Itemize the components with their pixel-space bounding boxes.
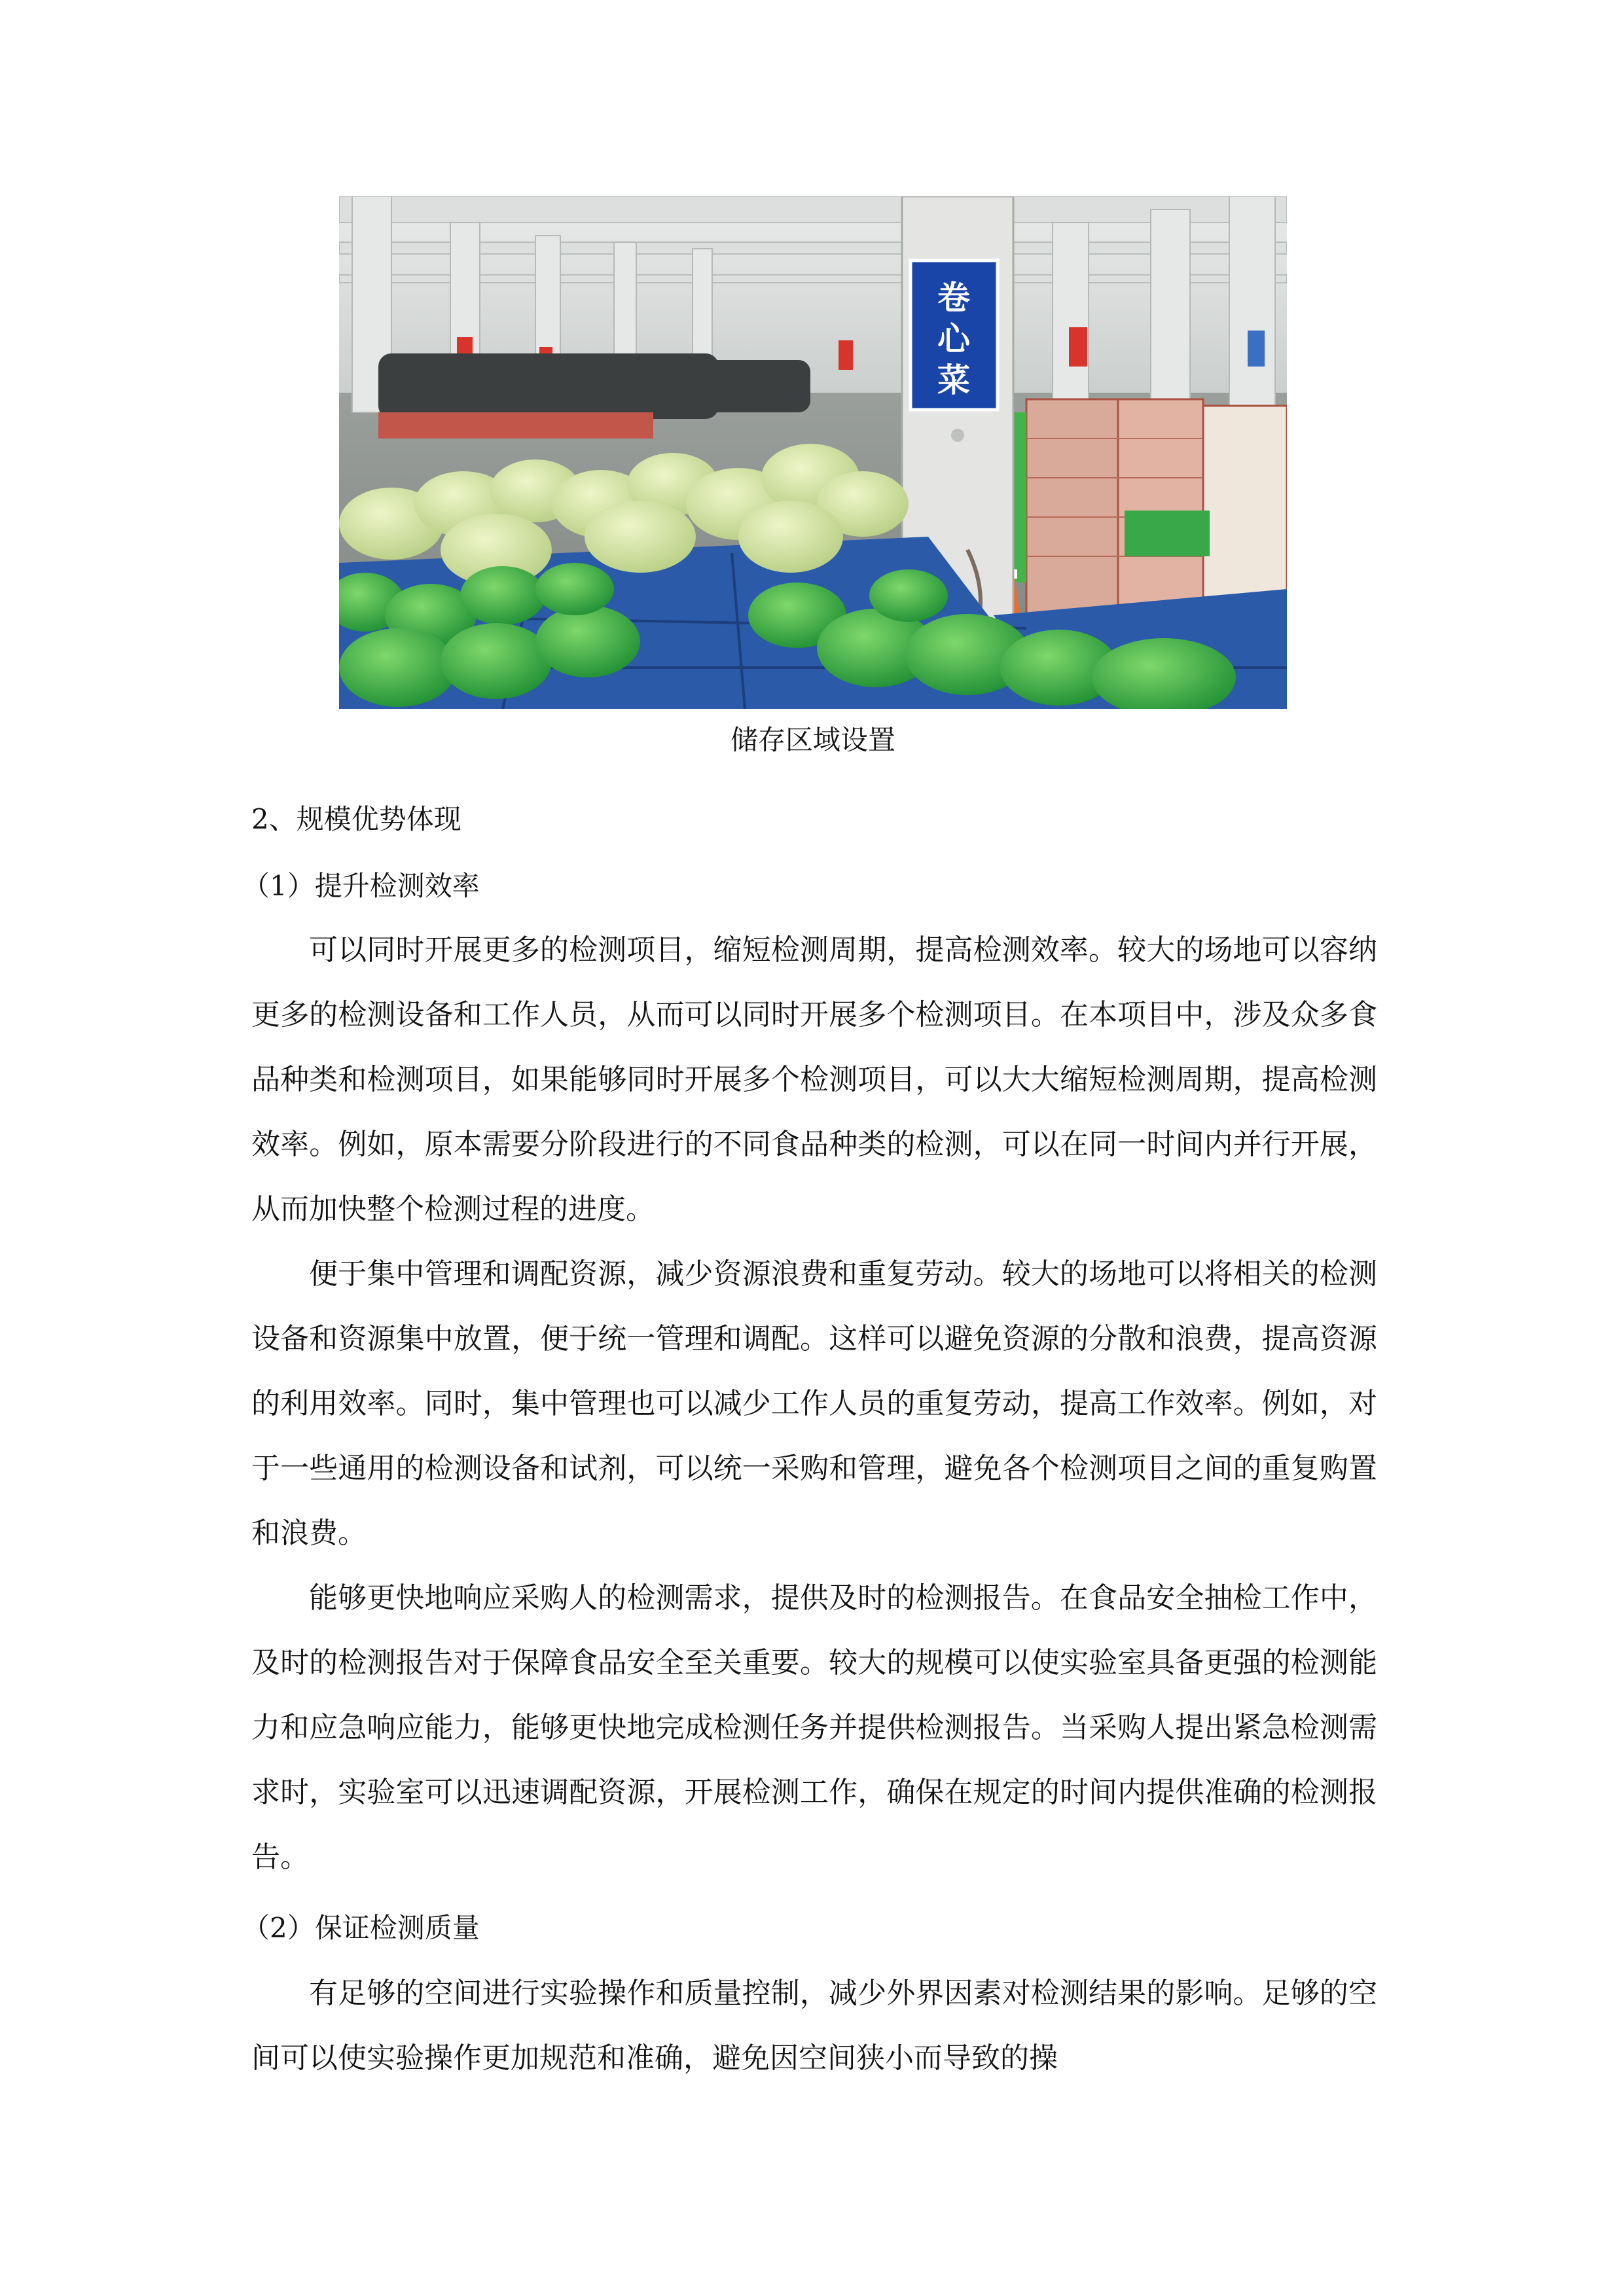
storage-area-photo <box>339 196 1287 709</box>
paragraph-1: 可以同时开展更多的检测项目，缩短检测周期，提高检测效率。较大的场地可以容纳更多的检测设备和工作人员，从而可以同时开展多个检测项目。在本项目中，涉及众多食品种类和检测项目，如果能够同时开展多个检测项目，可以大大缩短检测周期，提高检测效率。例如，原本需要分阶段进行的不同食品种类的检测，可以在同一时间内并行开展，从而加快整个检测过程的进度。 <box>251 933 1377 1226</box>
sign-char-2: 心 <box>937 320 970 358</box>
section-heading: 2、规模优势体现 <box>251 803 461 835</box>
paragraph-2: 便于集中管理和调配资源，减少资源浪费和重复劳动。较大的场地可以将相关的检测设备和资源集中放置，便于统一管理和调配。这样可以避免资源的分散和浪费，提高资源的利用效率。同时，集中管理也可以减少工作人员的重复劳动，提高工作效率。例如，对于一些通用的检测设备和试剂，可以统一采购和管理，避免各个检测项目之间的重复购置和浪费。 <box>251 1257 1377 1550</box>
figure-caption: 储存区域设置 <box>730 724 895 756</box>
subsection-heading-2: （2）保证检测质量 <box>242 1912 480 1944</box>
warehouse-vegetables-image <box>339 196 1287 709</box>
paragraph-3: 能够更快地响应采购人的检测需求，提供及时的检测报告。在食品安全抽检工作中，及时的检测报告对于保障食品安全至关重要。较大的规模可以使实验室具备更强的检测能力和应急响应能力，能够更快地完成检测任务并提供检测报告。当采购人提出紧急检测需求时，实验室可以迅速调配资源，开展检测工作，确保在规定的时间内提供准确的检测报告。 <box>251 1581 1377 1874</box>
sign-char-3: 菜 <box>937 361 970 399</box>
subsection-heading-1: （1）提升检测效率 <box>242 870 480 902</box>
sign-char-1: 卷 <box>937 279 970 317</box>
paragraph-4: 有足够的空间进行实验操作和质量控制，减少外界因素对检测结果的影响。足够的空间可以使实验操作更加规范和准确，避免因空间狭小而导致的操 <box>251 1977 1377 2075</box>
